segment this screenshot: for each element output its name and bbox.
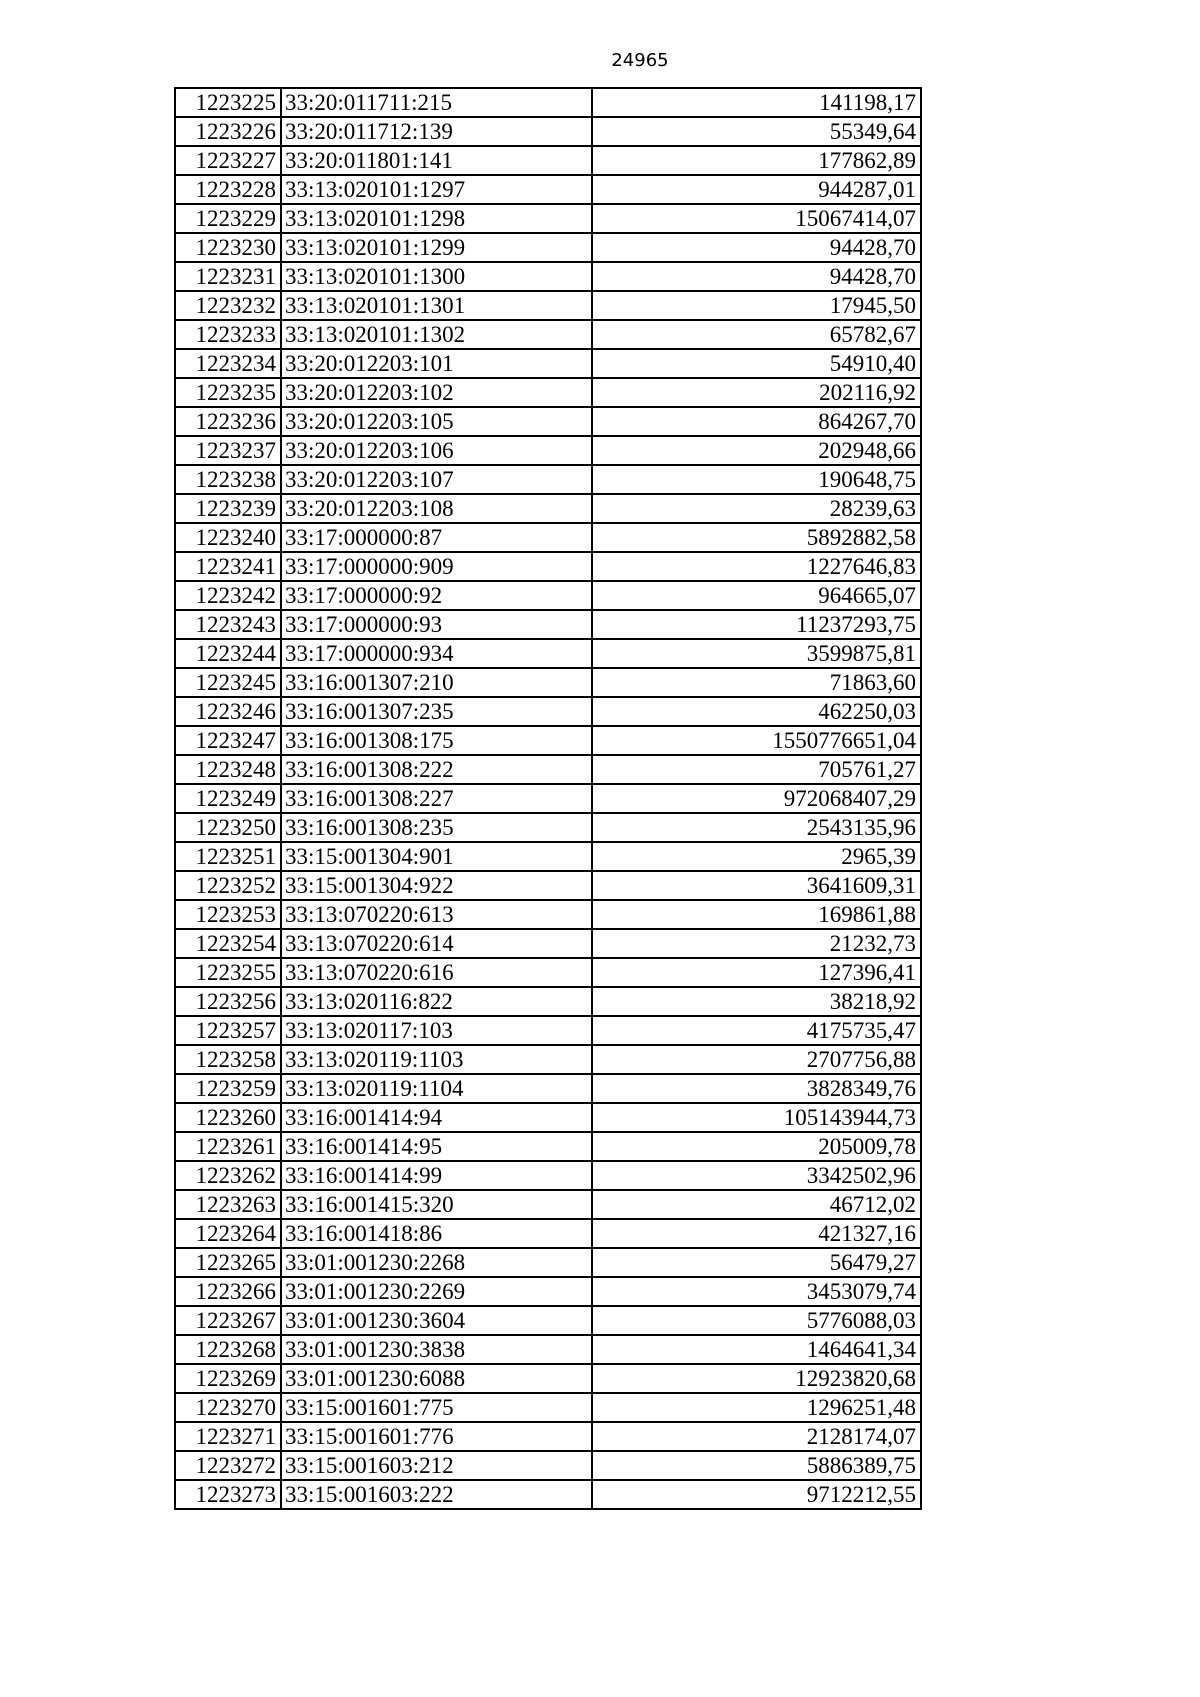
table-row <box>175 1451 921 1480</box>
table-row <box>175 1277 921 1306</box>
cadastral-value-cell: 1464641,34 <box>592 1335 921 1364</box>
table-row <box>175 697 921 726</box>
row-number-cell: 1223230 <box>175 233 281 262</box>
cadastral-number-cell: 33:20:012203:101 <box>281 349 592 378</box>
cadastral-value-cell: 190648,75 <box>592 465 921 494</box>
table-row <box>175 1103 921 1132</box>
cadastral-value-cell: 54910,40 <box>592 349 921 378</box>
table-body <box>175 88 921 1509</box>
cadastral-number-cell: 33:15:001304:901 <box>281 842 592 871</box>
table-row <box>175 1132 921 1161</box>
table-row <box>175 204 921 233</box>
table-row <box>175 755 921 784</box>
cadastral-value-cell: 3453079,74 <box>592 1277 921 1306</box>
cadastral-number-cell: 33:15:001603:212 <box>281 1451 592 1480</box>
cadastral-number-cell: 33:16:001307:235 <box>281 697 592 726</box>
cadastral-value-cell: 2543135,96 <box>592 813 921 842</box>
row-number-cell: 1223254 <box>175 929 281 958</box>
cadastral-value-cell: 3641609,31 <box>592 871 921 900</box>
cadastral-value-cell: 46712,02 <box>592 1190 921 1219</box>
table-row <box>175 262 921 291</box>
page-number: 24965 <box>611 50 669 71</box>
table-row <box>175 1074 921 1103</box>
row-number-cell: 1223245 <box>175 668 281 697</box>
cadastral-number-cell: 33:13:020101:1299 <box>281 233 592 262</box>
cadastral-value-cell: 21232,73 <box>592 929 921 958</box>
cadastral-value-cell: 11237293,75 <box>592 610 921 639</box>
cadastral-value-cell: 65782,67 <box>592 320 921 349</box>
cadastral-number-cell: 33:20:012203:107 <box>281 465 592 494</box>
table-row <box>175 668 921 697</box>
table-row <box>175 88 921 117</box>
cadastral-value-cell: 3599875,81 <box>592 639 921 668</box>
table-row <box>175 552 921 581</box>
cadastral-number-cell: 33:13:070220:613 <box>281 900 592 929</box>
cadastral-number-cell: 33:13:020101:1298 <box>281 204 592 233</box>
row-number-cell: 1223226 <box>175 117 281 146</box>
cadastral-number-cell: 33:16:001308:235 <box>281 813 592 842</box>
cadastral-value-cell: 127396,41 <box>592 958 921 987</box>
row-number-cell: 1223234 <box>175 349 281 378</box>
cadastral-value-cell: 177862,89 <box>592 146 921 175</box>
table-row <box>175 320 921 349</box>
cadastral-number-cell: 33:17:000000:87 <box>281 523 592 552</box>
row-number-cell: 1223262 <box>175 1161 281 1190</box>
table-row <box>175 407 921 436</box>
cadastral-value-cell: 12923820,68 <box>592 1364 921 1393</box>
row-number-cell: 1223237 <box>175 436 281 465</box>
row-number-cell: 1223256 <box>175 987 281 1016</box>
cadastral-number-cell: 33:13:020117:103 <box>281 1016 592 1045</box>
row-number-cell: 1223229 <box>175 204 281 233</box>
cadastral-value-cell: 964665,07 <box>592 581 921 610</box>
cadastral-value-cell: 1296251,48 <box>592 1393 921 1422</box>
cadastral-value-cell: 17945,50 <box>592 291 921 320</box>
row-number-cell: 1223269 <box>175 1364 281 1393</box>
cadastral-number-cell: 33:20:011711:215 <box>281 88 592 117</box>
cadastral-number-cell: 33:15:001601:775 <box>281 1393 592 1422</box>
cadastral-value-cell: 3342502,96 <box>592 1161 921 1190</box>
table-row <box>175 1422 921 1451</box>
cadastral-value-cell: 2128174,07 <box>592 1422 921 1451</box>
cadastral-number-cell: 33:01:001230:2268 <box>281 1248 592 1277</box>
cadastral-number-cell: 33:20:012203:105 <box>281 407 592 436</box>
row-number-cell: 1223236 <box>175 407 281 436</box>
row-number-cell: 1223228 <box>175 175 281 204</box>
cadastral-number-cell: 33:20:012203:108 <box>281 494 592 523</box>
row-number-cell: 1223232 <box>175 291 281 320</box>
cadastral-value-cell: 202948,66 <box>592 436 921 465</box>
cadastral-number-cell: 33:16:001418:86 <box>281 1219 592 1248</box>
row-number-cell: 1223241 <box>175 552 281 581</box>
cadastral-value-cell: 141198,17 <box>592 88 921 117</box>
table-row <box>175 349 921 378</box>
table-row <box>175 233 921 262</box>
cadastral-number-cell: 33:17:000000:934 <box>281 639 592 668</box>
cadastral-value-cell: 864267,70 <box>592 407 921 436</box>
cadastral-number-cell: 33:13:020101:1302 <box>281 320 592 349</box>
row-number-cell: 1223242 <box>175 581 281 610</box>
cadastral-value-cell: 421327,16 <box>592 1219 921 1248</box>
cadastral-value-cell: 5892882,58 <box>592 523 921 552</box>
cadastral-value-cell: 4175735,47 <box>592 1016 921 1045</box>
cadastral-value-cell: 3828349,76 <box>592 1074 921 1103</box>
table-row <box>175 378 921 407</box>
row-number-cell: 1223252 <box>175 871 281 900</box>
table-row <box>175 1219 921 1248</box>
row-number-cell: 1223238 <box>175 465 281 494</box>
table-row <box>175 436 921 465</box>
table-row <box>175 1161 921 1190</box>
row-number-cell: 1223271 <box>175 1422 281 1451</box>
cadastral-value-cell: 105143944,73 <box>592 1103 921 1132</box>
cadastral-value-cell: 9712212,55 <box>592 1480 921 1509</box>
cadastral-number-cell: 33:20:011801:141 <box>281 146 592 175</box>
cadastral-value-cell: 5776088,03 <box>592 1306 921 1335</box>
cadastral-value-cell: 38218,92 <box>592 987 921 1016</box>
row-number-cell: 1223266 <box>175 1277 281 1306</box>
table-row <box>175 494 921 523</box>
table-row <box>175 1364 921 1393</box>
cadastral-number-cell: 33:20:012203:102 <box>281 378 592 407</box>
cadastral-number-cell: 33:16:001414:99 <box>281 1161 592 1190</box>
cadastral-value-cell: 202116,92 <box>592 378 921 407</box>
row-number-cell: 1223270 <box>175 1393 281 1422</box>
table-row <box>175 1393 921 1422</box>
cadastral-value-cell: 169861,88 <box>592 900 921 929</box>
row-number-cell: 1223235 <box>175 378 281 407</box>
cadastral-number-cell: 33:01:001230:2269 <box>281 1277 592 1306</box>
cadastral-number-cell: 33:16:001307:210 <box>281 668 592 697</box>
row-number-cell: 1223258 <box>175 1045 281 1074</box>
cadastral-value-cell: 28239,63 <box>592 494 921 523</box>
cadastral-number-cell: 33:16:001414:94 <box>281 1103 592 1132</box>
cadastral-number-cell: 33:16:001308:222 <box>281 755 592 784</box>
row-number-cell: 1223244 <box>175 639 281 668</box>
row-number-cell: 1223239 <box>175 494 281 523</box>
cadastral-number-cell: 33:13:020119:1104 <box>281 1074 592 1103</box>
row-number-cell: 1223261 <box>175 1132 281 1161</box>
cadastral-value-cell: 15067414,07 <box>592 204 921 233</box>
table-row <box>175 987 921 1016</box>
cadastral-value-cell: 1227646,83 <box>592 552 921 581</box>
table-row <box>175 1480 921 1509</box>
row-number-cell: 1223247 <box>175 726 281 755</box>
cadastral-number-cell: 33:15:001304:922 <box>281 871 592 900</box>
cadastral-value-cell: 944287,01 <box>592 175 921 204</box>
cadastral-value-cell: 2707756,88 <box>592 1045 921 1074</box>
cadastral-number-cell: 33:13:020119:1103 <box>281 1045 592 1074</box>
table-row <box>175 523 921 552</box>
row-number-cell: 1223264 <box>175 1219 281 1248</box>
cadastral-number-cell: 33:13:020101:1297 <box>281 175 592 204</box>
table-row <box>175 784 921 813</box>
cadastral-value-cell: 2965,39 <box>592 842 921 871</box>
cadastral-value-cell: 462250,03 <box>592 697 921 726</box>
table-row <box>175 958 921 987</box>
row-number-cell: 1223272 <box>175 1451 281 1480</box>
row-number-cell: 1223233 <box>175 320 281 349</box>
table-row <box>175 117 921 146</box>
cadastral-value-cell: 205009,78 <box>592 1132 921 1161</box>
cadastral-number-cell: 33:13:020116:822 <box>281 987 592 1016</box>
row-number-cell: 1223243 <box>175 610 281 639</box>
table-row <box>175 175 921 204</box>
cadastral-number-cell: 33:13:070220:616 <box>281 958 592 987</box>
table-row <box>175 1335 921 1364</box>
table-row <box>175 842 921 871</box>
cadastral-value-cell: 71863,60 <box>592 668 921 697</box>
table-row <box>175 1306 921 1335</box>
cadastral-number-cell: 33:17:000000:93 <box>281 610 592 639</box>
table-row <box>175 610 921 639</box>
cadastral-number-cell: 33:01:001230:3838 <box>281 1335 592 1364</box>
row-number-cell: 1223255 <box>175 958 281 987</box>
table-row <box>175 1190 921 1219</box>
cadastral-number-cell: 33:01:001230:3604 <box>281 1306 592 1335</box>
row-number-cell: 1223250 <box>175 813 281 842</box>
table-row <box>175 639 921 668</box>
cadastral-value-cell: 56479,27 <box>592 1248 921 1277</box>
cadastral-number-cell: 33:16:001414:95 <box>281 1132 592 1161</box>
table-row <box>175 900 921 929</box>
table-row <box>175 581 921 610</box>
row-number-cell: 1223260 <box>175 1103 281 1132</box>
row-number-cell: 1223267 <box>175 1306 281 1335</box>
cadastral-value-cell: 55349,64 <box>592 117 921 146</box>
cadastral-number-cell: 33:20:011712:139 <box>281 117 592 146</box>
cadastral-number-cell: 33:13:020101:1301 <box>281 291 592 320</box>
cadastral-number-cell: 33:17:000000:909 <box>281 552 592 581</box>
row-number-cell: 1223249 <box>175 784 281 813</box>
row-number-cell: 1223231 <box>175 262 281 291</box>
table-row <box>175 146 921 175</box>
table-row <box>175 1016 921 1045</box>
table-row <box>175 1045 921 1074</box>
row-number-cell: 1223253 <box>175 900 281 929</box>
row-number-cell: 1223273 <box>175 1480 281 1509</box>
cadastral-value-cell: 1550776651,04 <box>592 726 921 755</box>
row-number-cell: 1223246 <box>175 697 281 726</box>
cadastral-number-cell: 33:16:001308:175 <box>281 726 592 755</box>
table-row <box>175 813 921 842</box>
row-number-cell: 1223268 <box>175 1335 281 1364</box>
cadastral-number-cell: 33:15:001601:776 <box>281 1422 592 1451</box>
row-number-cell: 1223240 <box>175 523 281 552</box>
table-row <box>175 291 921 320</box>
cadastral-number-cell: 33:16:001415:320 <box>281 1190 592 1219</box>
row-number-cell: 1223257 <box>175 1016 281 1045</box>
row-number-cell: 1223263 <box>175 1190 281 1219</box>
cadastral-value-table <box>174 87 922 1510</box>
row-number-cell: 1223227 <box>175 146 281 175</box>
table-row <box>175 465 921 494</box>
table-row <box>175 871 921 900</box>
cadastral-value-cell: 94428,70 <box>592 233 921 262</box>
cadastral-number-cell: 33:15:001603:222 <box>281 1480 592 1509</box>
row-number-cell: 1223248 <box>175 755 281 784</box>
cadastral-number-cell: 33:20:012203:106 <box>281 436 592 465</box>
cadastral-number-cell: 33:13:020101:1300 <box>281 262 592 291</box>
table-row <box>175 726 921 755</box>
row-number-cell: 1223251 <box>175 842 281 871</box>
cadastral-number-cell: 33:16:001308:227 <box>281 784 592 813</box>
table-row <box>175 1248 921 1277</box>
row-number-cell: 1223225 <box>175 88 281 117</box>
row-number-cell: 1223259 <box>175 1074 281 1103</box>
row-number-cell: 1223265 <box>175 1248 281 1277</box>
cadastral-number-cell: 33:01:001230:6088 <box>281 1364 592 1393</box>
cadastral-number-cell: 33:17:000000:92 <box>281 581 592 610</box>
cadastral-value-cell: 94428,70 <box>592 262 921 291</box>
cadastral-number-cell: 33:13:070220:614 <box>281 929 592 958</box>
cadastral-value-cell: 972068407,29 <box>592 784 921 813</box>
cadastral-value-cell: 705761,27 <box>592 755 921 784</box>
table-row <box>175 929 921 958</box>
cadastral-value-cell: 5886389,75 <box>592 1451 921 1480</box>
